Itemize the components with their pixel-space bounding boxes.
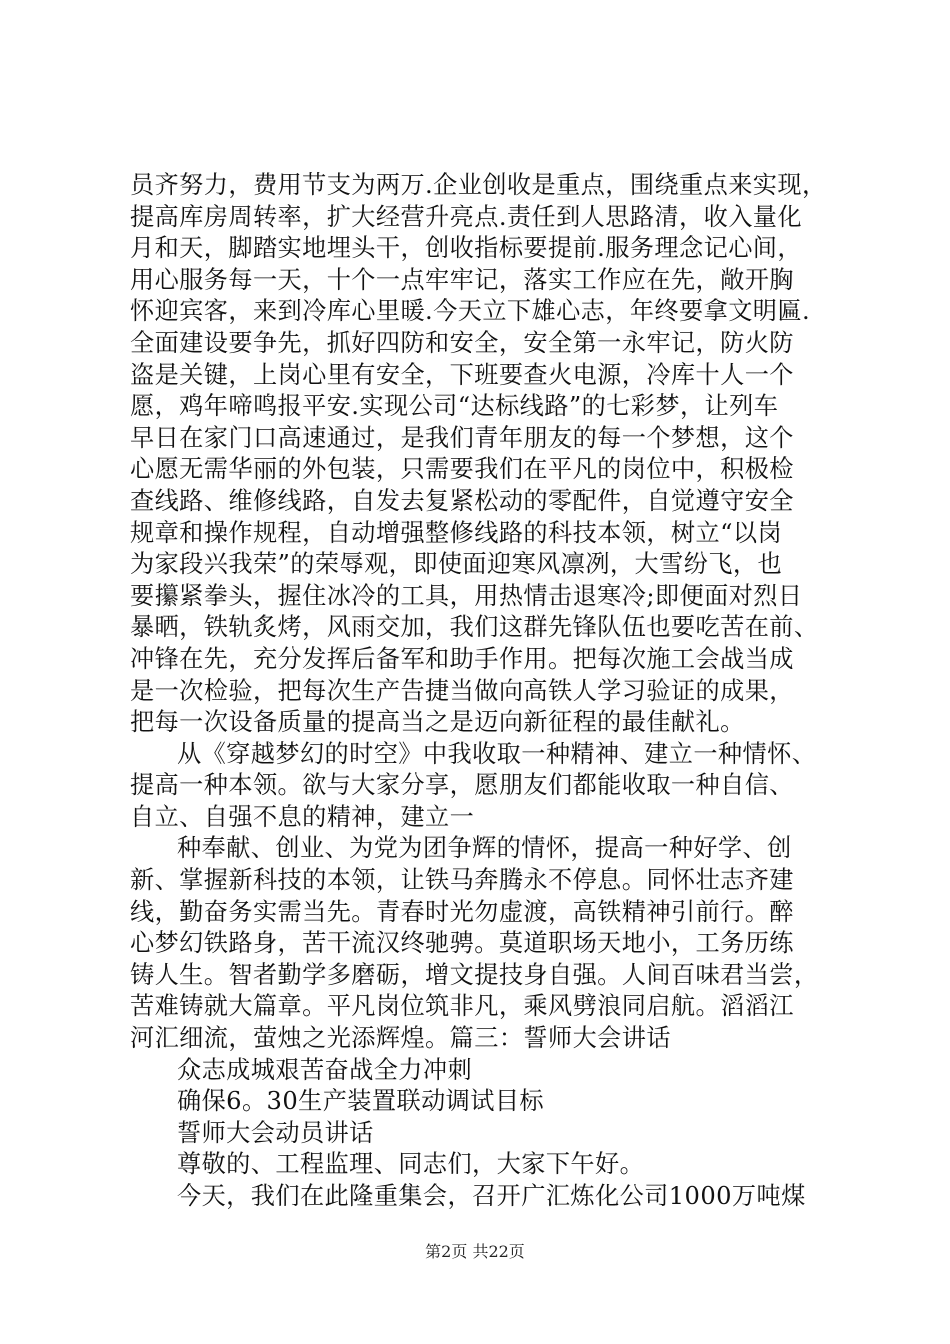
text-line: 愿，鸡年啼鸣报平安.实现公司“达标线路”的七彩梦，让列车 [130,392,779,421]
text-line: 月和天，脚踏实地埋头干，创收指标要提前.服务理念记心间， [130,234,802,263]
text-line: 河汇细流，萤烛之光添辉煌。篇三：誓师大会讲话 [130,1024,671,1053]
text-line: 心梦幻铁路身，苦干流汉终驰骋。莫道职场天地小，工务历练 [130,929,794,958]
text-line: 暴晒，铁轨炙烤，风雨交加，我们这群先锋队伍也要吃苦在前、 [130,613,819,642]
text-line: 怀迎宾客，来到冷库心里暖.今天立下雄心志，年终要拿文明匾. [130,297,811,326]
text-line: 种奉献、创业、为党为团争辉的情怀，提高一种好学、创 [177,834,792,863]
text-line: 规章和操作规程，自动增强整修线路的科技本领，树立“以岗 [130,518,783,547]
text-line: 用心服务每一天，十个一点牢牢记，落实工作应在先，敞开胸 [130,265,794,294]
text-line: 盗是关键，上岗心里有安全，下班要查火电源，冷库十人一个 [130,360,794,389]
text-line: 确保6。30生产装置联动调试目标 [177,1087,545,1116]
text-line: 查线路、维修线路，自发去复紧松动的零配件，自觉遵守安全 [130,486,794,515]
text-line: 冲锋在先，充分发挥后备军和助手作用。把每次施工会战当成 [130,644,794,673]
document-body [130,170,830,1213]
text-line: 要攥紧拳头，握住冰冷的工具，用热情击退寒冷;即便面对烈日 [130,581,803,610]
text-line: 早日在家门口高速通过，是我们青年朋友的每一个梦想，这个 [130,423,794,452]
text-line: 尊敬的、工程监理、同志们，大家下午好。 [177,1150,645,1179]
page-footer: 第2页 共22页 [425,1242,525,1261]
text-line: 从《穿越梦幻的时空》中我收取一种精神、建立一种情怀、 [177,739,817,768]
text-line: 是一次检验，把每次生产告捷当做向高铁人学习验证的成果， [130,676,794,705]
text-line: 全面建设要争先，抓好四防和安全，安全第一永牢记，防火防 [130,328,794,357]
text-line: 员齐努力，费用节支为两万.企业创收是重点，围绕重点来实现， [130,171,827,199]
text-line: 新、掌握新科技的本领，让铁马奔腾永不停息。同怀壮志齐建 [130,866,794,895]
text-line: 铸人生。智者勤学多磨砺，增文提技身自强。人间百味君当尝， [130,960,819,989]
text-line: 提高一种本领。欲与大家分享，愿朋友们都能收取一种自信、 [130,771,794,800]
text-line: 自立、自强不息的精神，建立一 [130,802,475,831]
text-line: 心愿无需华丽的外包装，只需要我们在平凡的岗位中，积极检 [130,455,794,484]
text-line: 今天，我们在此隆重集会，召开广汇炼化公司1000万吨煤 [177,1182,806,1210]
text-line: 提高库房周转率，扩大经营升亮点.责任到人思路清，收入量化 [130,202,802,231]
text-line: 苦难铸就大篇章。平凡岗位筑非凡，乘风劈浪同启航。滔滔江 [130,992,794,1021]
text-line: 为家段兴我荣”的荣辱观，即使面迎寒风凛冽，大雪纷飞，也 [130,550,783,579]
text-line: 线，勤奋务实需当先。青春时光勿虚渡，高铁精神引前行。醉 [130,897,794,926]
text-line: 誓师大会动员讲话 [177,1118,374,1147]
text-line: 众志成城艰苦奋战全力冲刺 [177,1055,473,1084]
text-line: 把每一次设备质量的提高当之是迈向新征程的最佳献礼。 [130,708,745,737]
